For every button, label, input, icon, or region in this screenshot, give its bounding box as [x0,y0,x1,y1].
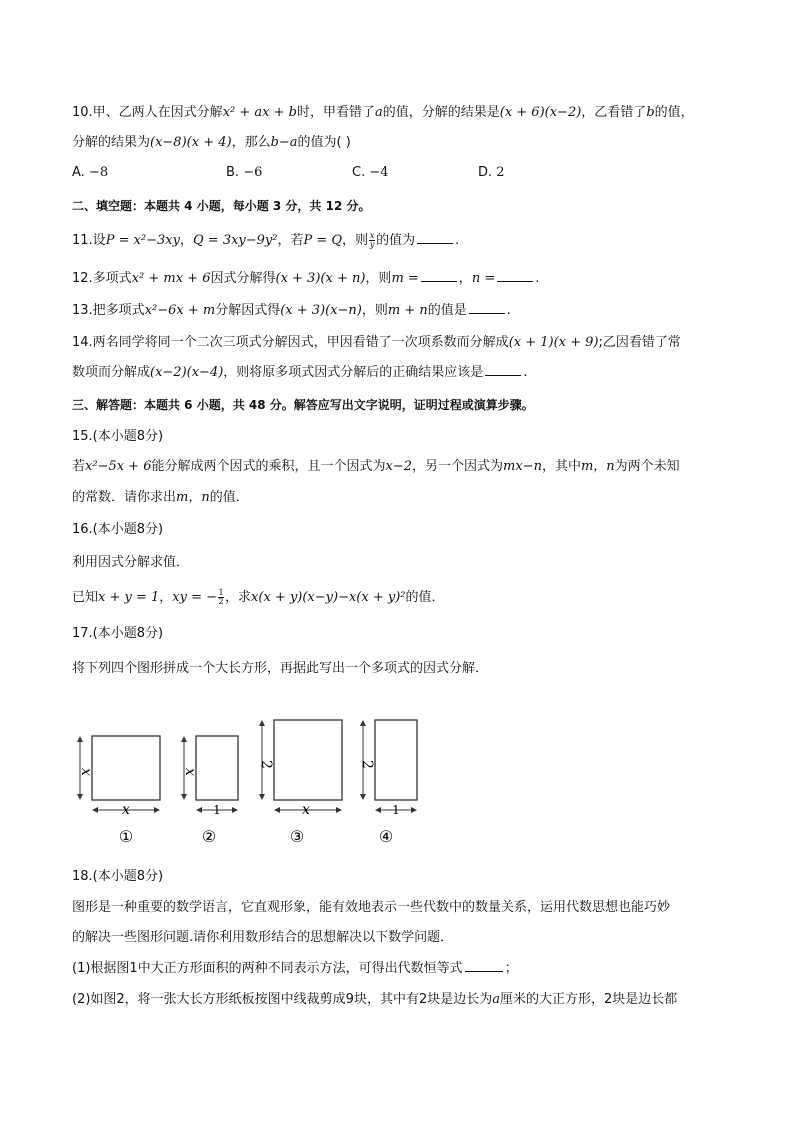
q18-heading: 18.(本小题8分) [72,869,164,884]
q14-answer-blank [485,375,521,376]
q17-figures [0,710,794,870]
q13-answer-blank [469,313,505,314]
q14-line1: 14.两名同学将同一个二次三项式分解因式，甲因看错了一次项系数而分解成(x + 1)(x + 9);乙因看错了常 [72,335,681,350]
section-fill-in-heading: 二、填空题：本题共 4 小题，每小题 3 分，共 12 分。 [72,199,371,213]
figure-4-number: ④ [378,827,394,846]
q16-heading: 16.(本小题8分) [72,522,164,537]
q18-line3: (1)根据图1中大正方形面积的两种不同表示方法，可得出代数恒等式 ； [72,961,518,976]
figure-1-side-label: x [78,768,94,776]
figure-3-side-label: 2 [258,760,274,769]
q13-line: 13.把多项式x²−6x + m分解因式得(x + 3)(x−n)，则m + n的值是 . [72,303,511,318]
figure-1-number: ① [118,827,134,846]
q15-line2: 的常数．请你求出m，n的值． [72,490,249,505]
figure-4-side-label: 2 [359,760,375,769]
figure-3-number: ③ [289,827,305,846]
q11-fraction: $\frac{x}{y}$ [369,231,375,249]
q16-line2: 已知x + y = 1，xy = − $\frac{1}{2}$ ，求x(x + y)(x−y)−x(x + y)²的值． [72,588,445,606]
q16-fraction: $\frac{1}{2}$ [218,588,224,606]
q12-n-blank [497,281,533,282]
figure-1 [78,736,160,846]
figure-4 [359,720,417,846]
figure-2-bottom-label: 1 [213,803,221,817]
q11-answer-blank [417,243,453,244]
figure-3-bottom-label: x [302,802,310,818]
q12-line: 12.多项式x² + mx + 6因式分解得(x + 3)(x + n)，则m = ，n = . [72,271,540,286]
q10-line1: 10.甲、乙两人在因式分解x² + ax + b时，甲看错了a的值，分解的结果是(x + 6)(x−2)，乙看错了b的值， [72,105,694,120]
figure-2-side-label: x [182,768,198,776]
q17-heading: 17.(本小题8分) [72,626,164,641]
q10-option-b: B. −6 [226,165,263,180]
q18-answer-blank [465,971,503,972]
figure-4-bottom-label: 1 [392,803,400,817]
q10-option-d: D. 2 [478,165,505,180]
q18-line1: 图形是一种重要的数学语言，它直观形象，能有效地表示一些代数中的数量关系，运用代数思想也能巧妙 [72,900,671,915]
q16-line1: 利用因式分解求值． [72,555,190,570]
q10-option-c: C. −4 [352,165,389,180]
q15-line1: 若x²−5x + 6能分解成两个因式的乘积，且一个因式为x−2，另一个因式为mx−n，其中m，n为两个未知 [72,459,680,474]
q17-line1: 将下列四个图形拼成一个大长方形，再据此写出一个多项式的因式分解． [72,661,489,676]
figure-1-bottom-label: x [122,802,130,818]
q11-line: 11.设P = x²−3xy，Q = 3xy−9y²，若P = Q，则 $\frac{x}{y}$ 的值为 . [72,231,460,249]
figure-3 [258,720,342,846]
q10-option-a: A. −8 [72,165,109,180]
q18-line4: (2)如图2，将一张大长方形纸板按图中线裁剪成9块，其中有2块是边长为a厘米的大正方形，2块是边长都 [72,992,678,1007]
q12-m-blank [421,281,457,282]
q10-line2: 分解的结果为(x−8)(x + 4)，那么b−a的值为( ) [72,135,351,150]
section-solve-heading: 三、解答题：本题共 6 小题，共 48 分。解答应写出文字说明，证明过程或演算步骤。 [72,398,534,412]
q15-heading: 15.(本小题8分) [72,429,164,444]
figure-2 [182,736,238,846]
q14-line2: 数项而分解成(x−2)(x−4)，则将原多项式因式分解后的正确结果应该是 . [72,365,528,380]
q18-line2: 的解决一些图形问题.请你利用数形结合的思想解决以下数学问题． [72,930,454,945]
figure-2-number: ② [201,827,217,846]
